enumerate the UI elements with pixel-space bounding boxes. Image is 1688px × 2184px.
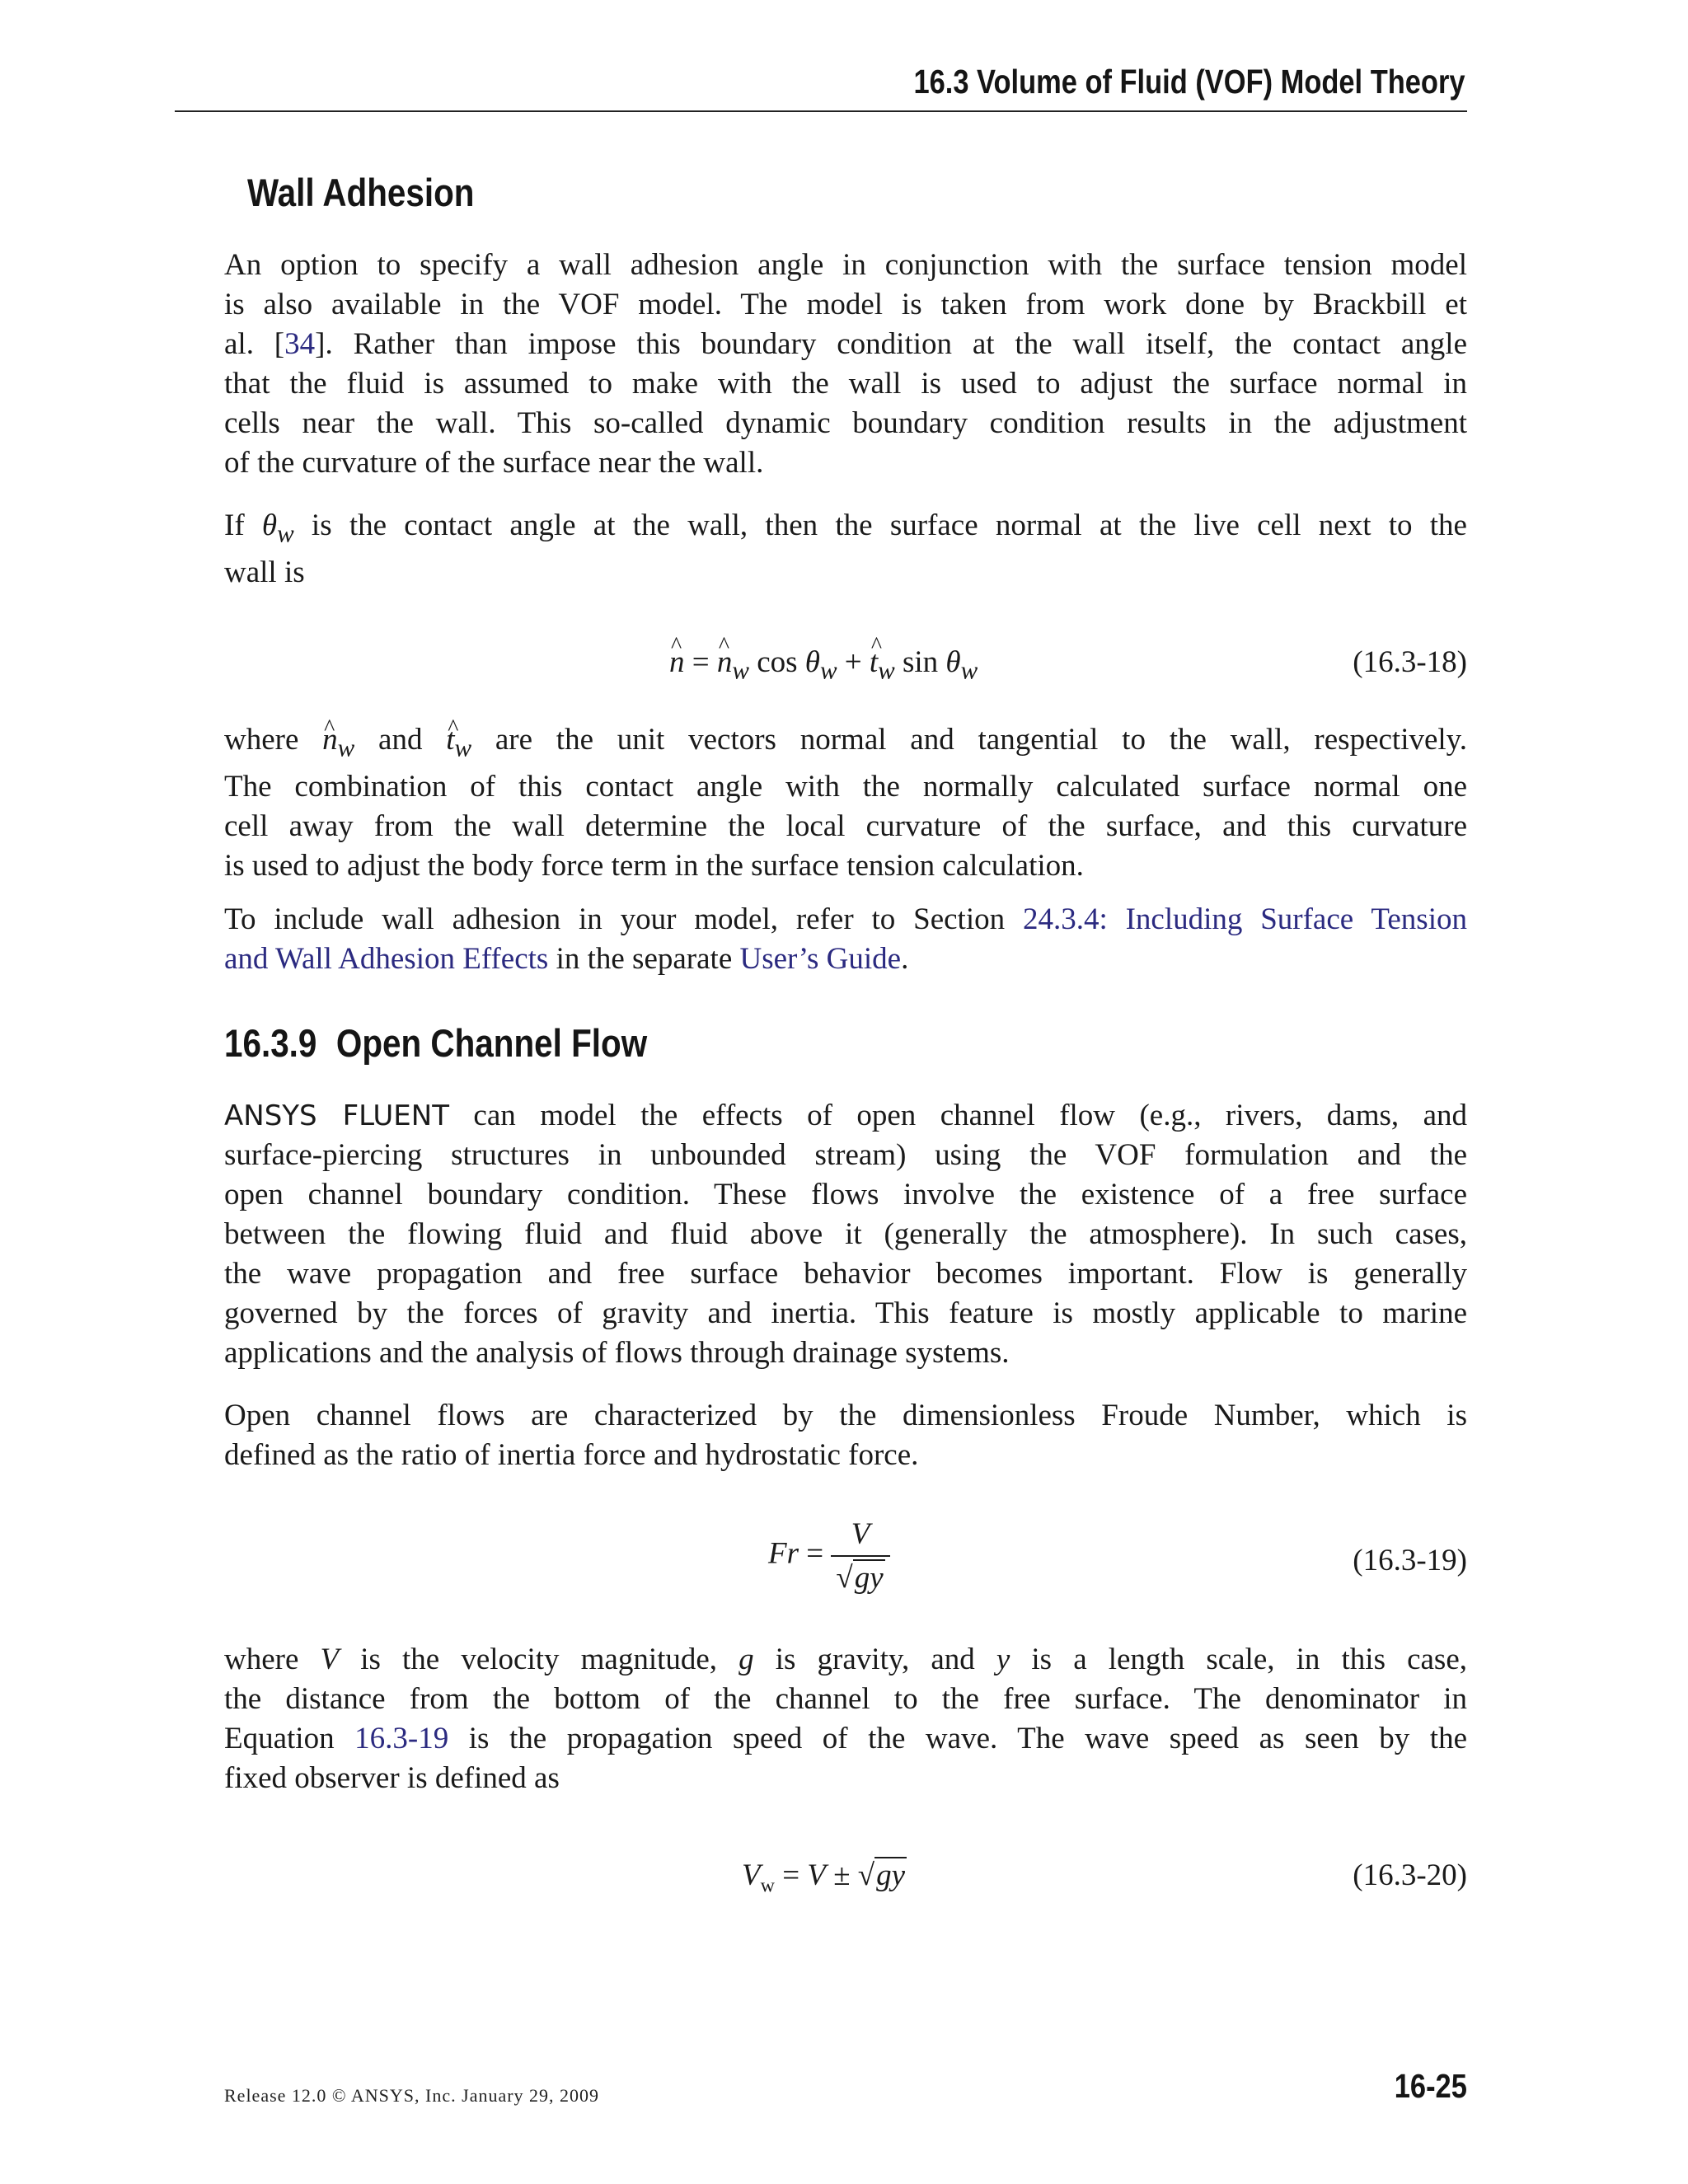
product-name: ANSYS FLUENT bbox=[224, 1099, 449, 1132]
users-guide-link[interactable]: User’s Guide bbox=[739, 942, 902, 976]
text-fragment: . bbox=[901, 942, 909, 976]
text-line: An option to specify a wall adhesion angle in conjunction with the surface tension model bbox=[224, 248, 1467, 282]
equation-number: (16.3-18) bbox=[1353, 645, 1467, 679]
v-symbol: V bbox=[320, 1643, 340, 1676]
equation-formula: ^ n = ^ $n_w$ $\cos \theta_w$ + ^ $t_w$ $\sin \theta_w$ bbox=[669, 644, 978, 685]
section-link-24-3-4-cont[interactable]: and Wall Adhesion Effects bbox=[224, 942, 549, 976]
text-fragment: is a length scale, in this case, bbox=[1010, 1643, 1467, 1676]
text-line bbox=[224, 900, 1467, 940]
text-line: wall is bbox=[224, 555, 305, 590]
text-line: is also available in the VOF model. The model is taken from work done by Brackbill et bbox=[224, 288, 1467, 321]
text-fragment: is the velocity magnitude, bbox=[339, 1643, 739, 1676]
text-line bbox=[224, 1640, 1467, 1680]
equation-16-3-19 bbox=[224, 1516, 1467, 1615]
paragraph-froude-number bbox=[224, 1396, 1467, 1475]
text-line: the distance from the bottom of the channel to the free surface. The denominator in bbox=[224, 1682, 1467, 1716]
section-heading-open-channel-flow bbox=[224, 1020, 647, 1066]
text-line: fixed observer is defined as bbox=[224, 1761, 560, 1795]
text-line: cell away from the wall determine the local curvature of the surface, and this curvature bbox=[224, 809, 1467, 844]
text-fragment: . Rather than impose this boundary condition at the wall itself, the contact angle bbox=[325, 327, 1467, 361]
text-fragment: To include wall adhesion in your model, refer to Section bbox=[224, 902, 1023, 936]
text-fragment: where bbox=[224, 1643, 321, 1676]
text-line bbox=[224, 720, 1467, 767]
text-fragment: is the contact angle at the wall, then the surface normal at the live cell next to the bbox=[293, 509, 1467, 542]
text-line bbox=[224, 506, 1467, 553]
page-number: 16-25 bbox=[1394, 2067, 1467, 2105]
section-link-24-3-4[interactable]: 24.3.4: Including Surface Tension bbox=[1022, 902, 1467, 936]
text-fragment: where bbox=[224, 723, 299, 757]
paragraph-unit-vectors bbox=[224, 720, 1467, 886]
text-line bbox=[224, 1096, 1467, 1136]
equation-formula: $V_w = V \pm √gy$ bbox=[742, 1858, 905, 1897]
text-line bbox=[224, 940, 1467, 979]
text-line: governed by the forces of gravity and inertia. This feature is mostly applicable to marine bbox=[224, 1296, 1467, 1330]
paragraph-wave-speed bbox=[224, 1640, 1467, 1798]
paragraph-see-users-guide bbox=[224, 900, 1467, 979]
text-fragment: in the separate bbox=[548, 942, 740, 976]
section-title: Open Channel Flow bbox=[335, 1021, 648, 1065]
text-line: surface-piercing structures in unbounded stream) using the VOF formulation and the bbox=[224, 1138, 1467, 1172]
citation-link-34[interactable]: 34 bbox=[284, 327, 316, 361]
equation-number: (16.3-20) bbox=[1353, 1858, 1467, 1892]
text-line: cells near the wall. This so-called dynamic boundary condition results in the adjustment bbox=[224, 406, 1467, 440]
equation-formula: Fr = $\frac{V}{√gy}$ bbox=[768, 1516, 890, 1596]
text-line: of the curvature of the surface near the wall. bbox=[224, 446, 764, 480]
text-fragment: is the propagation speed of the wave. The wave speed as seen by the bbox=[448, 1722, 1467, 1755]
y-symbol: y bbox=[996, 1643, 1010, 1676]
g-symbol: g bbox=[738, 1643, 754, 1676]
text-fragment: are the unit vectors normal and tangential to the wall, respectively. bbox=[495, 723, 1468, 757]
text-fragment: and bbox=[378, 723, 423, 757]
text-fragment: Equation bbox=[224, 1722, 355, 1755]
running-title: 16.3 Volume of Fluid (VOF) Model Theory bbox=[913, 63, 1465, 101]
text-line: the wave propagation and free surface behavior becomes important. Flow is generally bbox=[224, 1257, 1467, 1291]
text-line: open channel boundary condition. These flows involve the existence of a free surface bbox=[224, 1178, 1467, 1212]
text-line: defined as the ratio of inertia force and hydrostatic force. bbox=[224, 1438, 919, 1472]
text-fragment: al. [ bbox=[224, 327, 285, 361]
equation-number: (16.3-19) bbox=[1353, 1544, 1467, 1577]
text-line: is used to adjust the body force term in the surface tension calculation. bbox=[224, 849, 1084, 883]
text-line: Open channel flows are characterized by the dimensionless Froude Number, which is bbox=[224, 1399, 1467, 1432]
text-line: between the flowing fluid and fluid above it (generally the atmosphere). In such cases, bbox=[224, 1217, 1467, 1251]
paragraph-wall-adhesion-intro bbox=[224, 246, 1467, 483]
text-fragment: is gravity, and bbox=[753, 1643, 996, 1676]
text-line bbox=[224, 325, 1467, 364]
text-line: that the fluid is assumed to make with the wall is used to adjust the surface normal in bbox=[224, 367, 1467, 401]
text-fragment: ] bbox=[315, 327, 326, 361]
subsection-heading-wall-adhesion: Wall Adhesion bbox=[247, 171, 475, 214]
paragraph-contact-angle bbox=[224, 506, 1467, 593]
text-line: The combination of this contact angle with the normally calculated surface normal one bbox=[224, 770, 1467, 804]
text-fragment: can model the effects of open channel flow (e.g., rivers, dams, and bbox=[449, 1099, 1467, 1132]
text-line bbox=[224, 1719, 1467, 1759]
text-line: applications and the analysis of flows through drainage systems. bbox=[224, 1336, 1010, 1370]
equation-link-16-3-19[interactable]: 16.3-19 bbox=[354, 1722, 449, 1755]
paragraph-open-channel-intro bbox=[224, 1096, 1467, 1373]
text-fragment: If bbox=[224, 509, 262, 542]
section-number: 16.3.9 bbox=[224, 1021, 317, 1065]
running-header bbox=[175, 58, 1467, 112]
theta-w-symbol: $\theta_w$ bbox=[261, 509, 294, 548]
n-hat-w-symbol: ^ $n_w$ bbox=[322, 723, 354, 757]
t-hat-w-symbol: ^ $t_w$ bbox=[446, 723, 471, 757]
footer-release: Release 12.0 © ANSYS, Inc. January 29, 2009 bbox=[224, 2085, 600, 2106]
